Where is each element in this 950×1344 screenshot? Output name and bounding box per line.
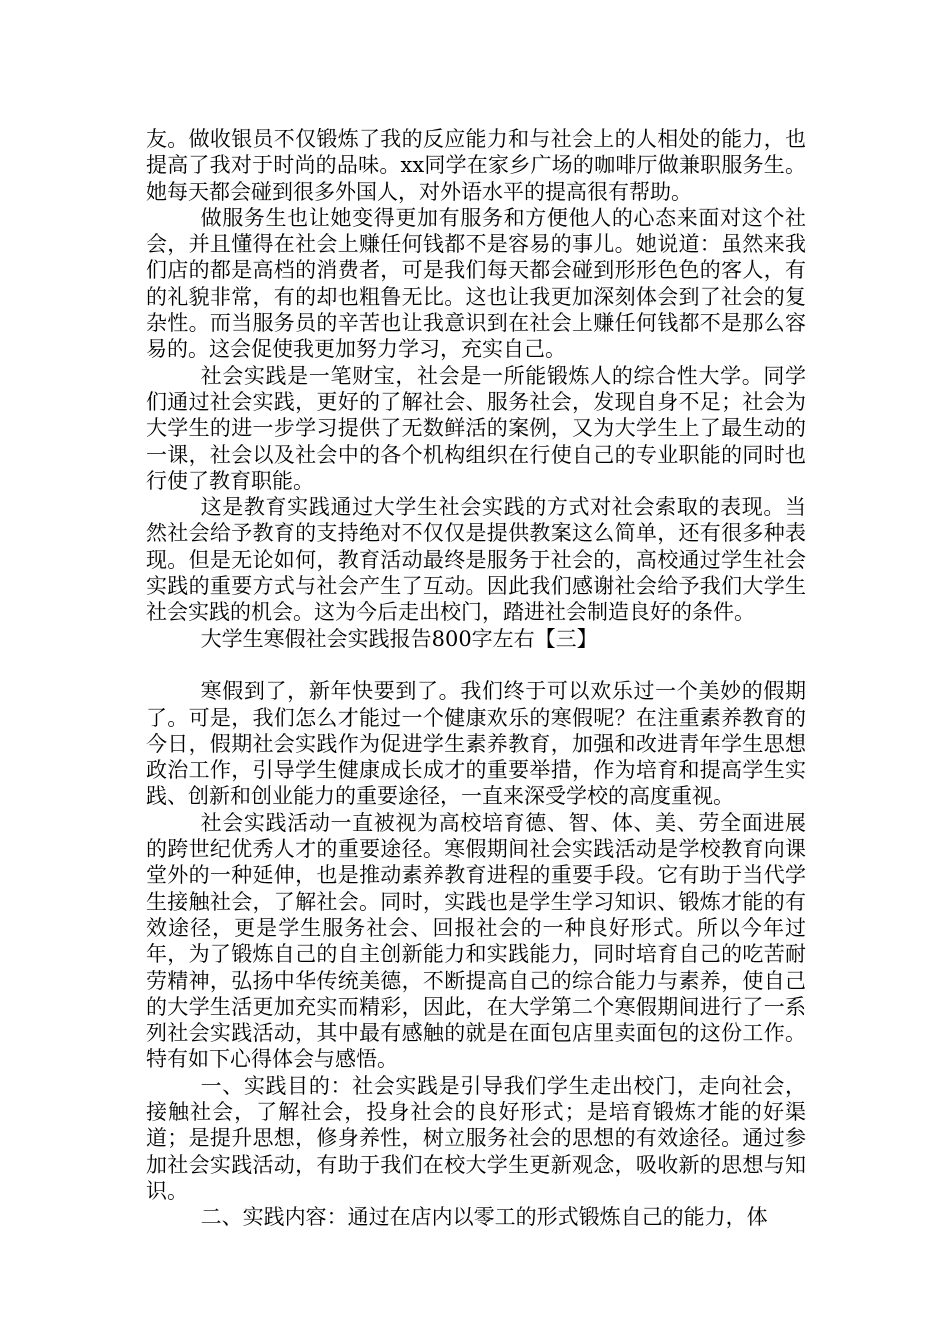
document-body — [146, 126, 806, 1230]
paragraph: 一、实践目的：社会实践是引导我们学生走出校门，走向社会，接触社会，了解社会，投身社会的良好形式；是培育锻炼才能的好渠道；是提升思想，修身养性，树立服务社会的思想的有效途径。通过参加社会实践活动，有助于我们在校大学生更新观念，吸收新的思想与知识。 — [146, 1073, 806, 1203]
section-heading: 大学生寒假社会实践报告800字左右【三】 — [200, 626, 598, 651]
blank-line — [146, 652, 806, 678]
paragraph: 做服务生也让她变得更加有服务和方便他人的心态来面对这个社会，并且懂得在社会上赚任何钱都不是容易的事儿。她说道：虽然来我们店的都是高档的消费者，可是我们每天都会碰到形形色色的客人，有的礼貌非常，有的却也粗鲁无比。这也让我更加深刻体会到了社会的复杂性。而当服务员的辛苦也让我意识到在社会上赚任何钱都不是那么容易的。这会促使我更加努力学习，充实自己。 — [146, 205, 806, 362]
paragraph: 二、实践内容：通过在店内以零工的形式锻炼自己的能力，体 — [200, 1205, 768, 1230]
paragraph: 寒假到了，新年快要到了。我们终于可以欢乐过一个美妙的假期了。可是，我们怎么才能过一个健康欢乐的寒假呢？在注重素养教育的今日，假期社会实践作为促进学生素养教育，加强和改进青年学生思想政治工作，引导学生健康成长成才的重要举措，作为培育和提高学生实践、创新和创业能力的重要途径，一直来深受学校的高度重视。 — [146, 679, 806, 809]
paragraph: 社会实践活动一直被视为高校培育德、智、体、美、劳全面进展的跨世纪优秀人才的重要途径。寒假期间社会实践活动是学校教育向课堂外的一种延伸，也是推动素养教育进程的重要手段。它有助于当代学生接触社会，了解社会。同时，实践也是学生学习知识、锻炼才能的有效途径，更是学生服务社会、回报社会的一种良好形式。所以今年过年，为了锻炼自己的自主创新能力和实践能力，同时培育自己的吃苦耐劳精神，弘扬中华传统美德，不断提高自己的综合能力与素养，使自己的大学生活更加充实而精彩，因此，在大学第二个寒假期间进行了一系列社会实践活动，其中最有感触的就是在面包店里卖面包的这份工作。特有如下心得体会与感悟。 — [146, 810, 806, 1072]
paragraph-continuation: 友。做收银员不仅锻炼了我的反应能力和与社会上的人相处的能力，也提高了我对于时尚的品味。xx同学在家乡广场的咖啡厅做兼职服务生。她每天都会碰到很多外国人，对外语水平的提高很有帮助。 — [146, 127, 806, 204]
paragraph: 这是教育实践通过大学生社会实践的方式对社会索取的表现。当然社会给予教育的支持绝对不仅仅是提供教案这么简单，还有很多种表现。但是无论如何，教育活动最终是服务于社会的，高校通过学生社会实践的重要方式与社会产生了互动。因此我们感谢社会给予我们大学生社会实践的机会。这为今后走出校门，踏进社会制造良好的条件。 — [146, 495, 806, 625]
paragraph: 社会实践是一笔财宝，社会是一所能锻炼人的综合性大学。同学们通过社会实践，更好的了解社会、服务社会，发现自身不足；社会为大学生的进一步学习提供了无数鲜活的案例，又为大学生上了最生动的一课，社会以及社会中的各个机构组织在行使自己的专业职能的同时也行使了教育职能。 — [146, 363, 806, 493]
